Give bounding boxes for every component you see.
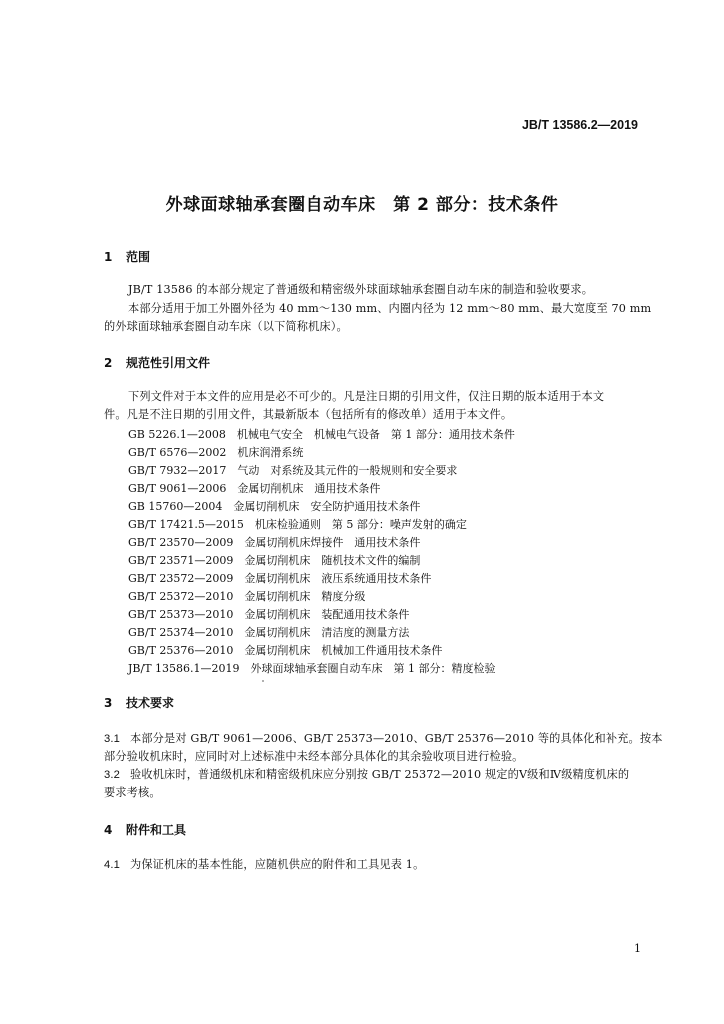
reference-item: GB 15760—2004 金属切削机床 安全防护通用技术条件: [128, 500, 421, 513]
section-number: 4: [104, 823, 113, 837]
section-1-paragraph-2-line-2: 的外球面球轴承套圈自动车床（以下简称机床）。: [104, 320, 348, 333]
clause-4-1: [104, 856, 424, 872]
standard-number: JB/T 13586.2—2019: [521, 118, 638, 132]
section-1-heading: [104, 248, 150, 265]
section-1-paragraph-2-line-1: 本部分适用于加工外圈外径为 40 mm～130 mm、内圈内径为 12 mm～80 mm、最大宽度至 70 mm: [128, 302, 652, 315]
section-2-heading: [104, 354, 210, 371]
clause-3-1-line-1: [104, 730, 663, 746]
section-3-heading: [104, 694, 174, 711]
section-2-intro-line-2: 件。凡是不注日期的引用文件，其最新版本（包括所有的修改单）适用于本文件。: [104, 408, 513, 421]
reference-item: GB 5226.1—2008 机械电气安全 机械电气设备 第 1 部分：通用技术条件: [128, 428, 515, 441]
clause-text: 本部分是对 GB/T 9061—2006、GB/T 25373—2010、GB/T 25376—2010 等的具体化和补充。按本: [130, 732, 663, 745]
section-4-heading: [104, 821, 186, 838]
reference-item: GB/T 25376—2010 金属切削机床 机械加工件通用技术条件: [128, 644, 443, 657]
page-number: 1: [634, 942, 641, 955]
reference-item: GB/T 7932—2017 气动 对系统及其元件的一般规则和安全要求: [128, 464, 458, 477]
clause-text: 为保证机床的基本性能，应随机供应的附件和工具见表 1。: [130, 858, 425, 871]
reference-item: GB/T 6576—2002 机床润滑系统: [128, 446, 304, 459]
scan-speck: [262, 680, 264, 682]
section-number: 2: [104, 356, 113, 370]
section-title: 规范性引用文件: [126, 356, 211, 370]
section-2-intro-line-1: 下列文件对于本文件的应用是必不可少的。凡是注日期的引用文件，仅注日期的版本适用于本文: [128, 390, 605, 403]
clause-3-2-line-1: [104, 766, 629, 782]
document-title: 外球面球轴承套圈自动车床 第 2 部分：技术条件: [165, 195, 559, 215]
clause-number: 3.2: [104, 769, 121, 781]
section-number: 3: [104, 696, 113, 710]
reference-item: JB/T 13586.1—2019 外球面球轴承套圈自动车床 第 1 部分：精度检验: [128, 662, 496, 675]
section-1-paragraph-1: JB/T 13586 的本部分规定了普通级和精密级外球面球轴承套圈自动车床的制造和验收要求。: [128, 283, 594, 296]
reference-item: GB/T 25374—2010 金属切削机床 清洁度的测量方法: [128, 626, 410, 639]
clause-number: 4.1: [104, 859, 121, 871]
section-number: 1: [104, 250, 113, 264]
reference-item: GB/T 9061—2006 金属切削机床 通用技术条件: [128, 482, 381, 495]
reference-item: GB/T 23571—2009 金属切削机床 随机技术文件的编制: [128, 554, 421, 567]
section-title: 技术要求: [126, 696, 175, 710]
section-title: 范围: [126, 250, 151, 264]
reference-item: GB/T 23572—2009 金属切削机床 液压系统通用技术条件: [128, 572, 432, 585]
clause-text: 验收机床时，普通级机床和精密级机床应分别按 GB/T 25372—2010 规定的Ⅴ级和Ⅳ级精度机床的: [130, 768, 630, 781]
section-title: 附件和工具: [126, 823, 187, 837]
clause-3-1-line-2: 部分验收机床时，应同时对上述标准中未经本部分具体化的其余验收项目进行检验。: [104, 750, 524, 763]
clause-number: 3.1: [104, 733, 121, 745]
reference-item: GB/T 25373—2010 金属切削机床 装配通用技术条件: [128, 608, 410, 621]
reference-item: GB/T 17421.5—2015 机床检验通则 第 5 部分：噪声发射的确定: [128, 518, 467, 531]
reference-item: GB/T 23570—2009 金属切削机床焊接件 通用技术条件: [128, 536, 421, 549]
clause-3-2-line-2: 要求考核。: [104, 786, 161, 799]
reference-item: GB/T 25372—2010 金属切削机床 精度分级: [128, 590, 366, 603]
